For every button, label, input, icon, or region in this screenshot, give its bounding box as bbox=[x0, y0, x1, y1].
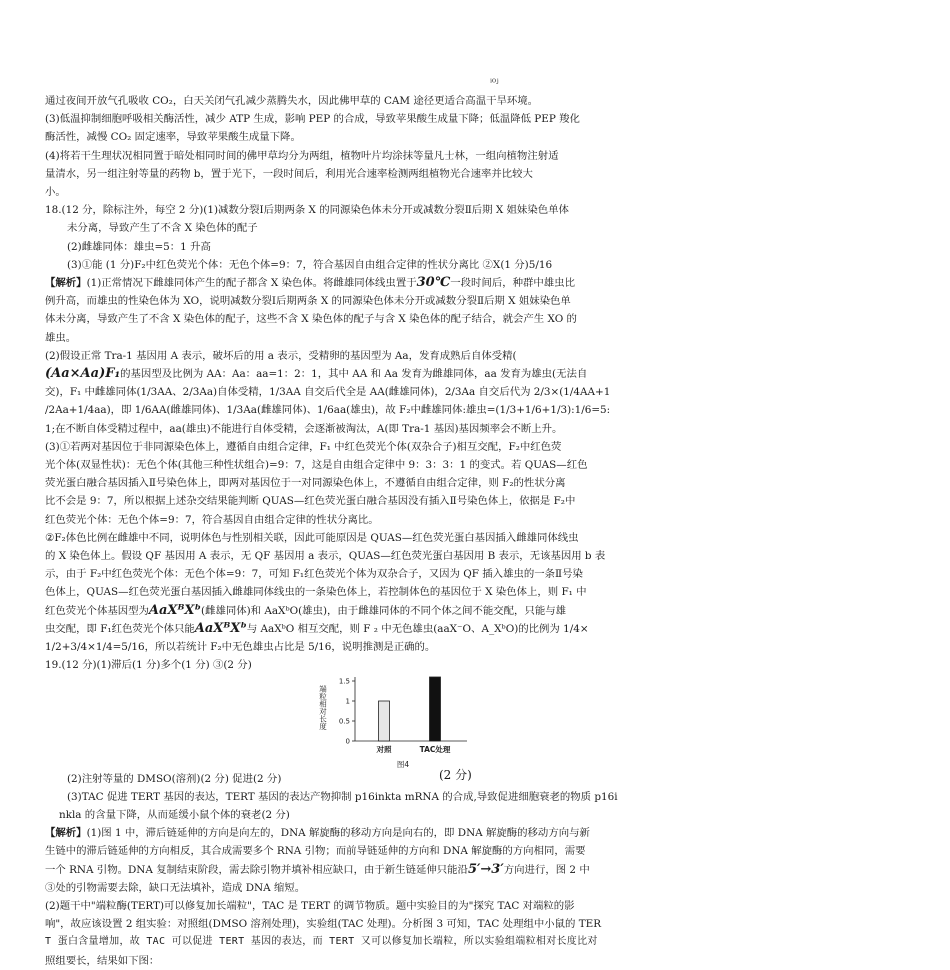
text-line: 生链中的滞后链延伸的方向相反，其合成需要多个 RNA 引物；而前导链延伸的方向和 DNA 解旋酶的方向相同，需要 bbox=[45, 845, 586, 858]
text-line: 量清水，另一组注射等量的药物 b，置于光下，一段时间后，利用光合速率检测两组植物光合速率并比较大 bbox=[45, 167, 533, 180]
text-line: 荧光蛋白融合基因插入Ⅱ号染色体上，即两对基因位于一对同源染色体上，不遵循自由组合定律，则 F₂的性状分离 bbox=[45, 477, 566, 490]
cut-off-fragment: ⁱ⁰ʲ bbox=[490, 78, 499, 89]
text-line: 体未分离，导致产生了不含 X 染色体的配子，这些不含 X 染色体的配子与含 X 染色体的配子结合，就会产生 XO 的 bbox=[45, 313, 577, 326]
analysis-paragraph bbox=[45, 274, 897, 292]
y-axis-label: 端粒相对长度 bbox=[318, 684, 328, 730]
text-line: 红色荧光个体：无色个体=9：7，符合基因自由组合定律的性状分离比。 bbox=[45, 513, 379, 526]
figure-score: (2 分) bbox=[439, 767, 472, 782]
text-segment: 虫交配，即 F₁红色荧光个体只能 bbox=[45, 622, 195, 635]
text-line-with-formula bbox=[45, 365, 897, 383]
text-line-with-formula bbox=[45, 620, 897, 638]
text-line: (3)TAC 促进 TERT 基因的表达，TERT 基因的表达产物抑制 p16inkta mRNA 的合成,导致促进细胞衰老的物质 p16i bbox=[67, 790, 618, 803]
text-line: /2Aa+1/4aa)，即 1/6AA(雌雄同体)、1/3Aa(雌雄同体)、1/6aa(雄虫)，故 F₂中雌雄同体:雄虫=(1/3+1/6+1/3):1/6=5: bbox=[45, 404, 611, 417]
text-line: ③处的引物需要去除，缺口无法填补，造成 DNA 缩短。 bbox=[45, 881, 306, 894]
y-tick-label: 1 bbox=[345, 697, 350, 705]
text-line: (2)雌雄同体：雄虫=5：1 升高 bbox=[67, 240, 211, 253]
text-segment: (1)正常情况下雌雄同体产生的配子都含 X 染色体。将雌雄同体线虫置于 bbox=[86, 277, 417, 290]
bar-control bbox=[379, 701, 390, 741]
text-segment: 一个 RNA 引物。DNA 复制结束阶段，需去除引物并填补相应缺口，由于新生链延伸只能沿 bbox=[45, 863, 468, 876]
text-line: T 蛋白含量增加，故 TAC 可以促进 TERT 基因的表达，而 TERT 又可以修复加长端粒，所以实验组端粒相对长度比对 bbox=[45, 936, 598, 948]
text-line-with-formula bbox=[45, 861, 897, 879]
text-line: 小。 bbox=[45, 186, 66, 199]
x-category-label: TAC处理 bbox=[419, 744, 451, 754]
text-line: (2)假设正常 Tra-1 基因用 A 表示，破坏后的用 a 表示，受精卵的基因型为 Aa，发育成熟后自体受精( bbox=[45, 349, 517, 362]
answer-document bbox=[45, 92, 897, 970]
text-line: (3)①能 (1 分)F₂中红色荧光个体：无色个体=9：7，符合基因自由组合定律的性状分离比 ②X(1 分)5/16 bbox=[67, 258, 553, 271]
text-line: 照组要长，结果如下图： bbox=[45, 954, 160, 967]
text-line: 的 X 染色体上。假设 QF 基因用 A 表示，无 QF 基因用 a 表示，QUAS—红色荧光蛋白基因用 B 表示，无该基因用 b 表 bbox=[45, 550, 606, 563]
analysis-label: 【解析】 bbox=[45, 827, 87, 840]
x-category-label: 对照 bbox=[376, 744, 392, 754]
text-line: 通过夜间开放气孔吸收 CO₂，白天关闭气孔减少蒸腾失水，因此佛甲草的 CAM 途径更适合高温干旱环境。 bbox=[45, 95, 539, 107]
y-tick-label: 0.5 bbox=[338, 717, 350, 725]
genotype-formula: AaXᴮXᵇ bbox=[148, 602, 201, 618]
text-line: 1;在不断自体受精过程中，aa(雄虫)不能进行自体受精，会逐渐被淘汰，A(即 Tra-1 基因)基因频率会不断上升。 bbox=[45, 422, 563, 435]
text-line: 例升高，而雄虫的性染色体为 XO，说明减数分裂Ⅰ后期两条 X 的同源染色体未分开或减数分裂Ⅱ后期 X 姐妹染色单 bbox=[45, 295, 571, 308]
y-tick-label: 0 bbox=[345, 737, 350, 745]
text-line: 响"，故应该设置 2 组实验：对照组(DMSO 溶剂处理)，实验组(TAC 处理)。分析图 3 可知，TAC 处理组中小鼠的 TER bbox=[45, 918, 602, 931]
question-18-answer: 18.(12 分，除标注外，每空 2 分)(1)减数分裂Ⅰ后期两条 X 的同源染色体未分开或减数分裂Ⅱ后期 X 姐妹染色单体 bbox=[45, 204, 569, 217]
figure-4 bbox=[45, 675, 897, 770]
temperature-formula: 30℃ bbox=[416, 275, 451, 291]
text-line: (3)低温抑制细胞呼吸相关酶活性，减少 ATP 生成，影响 PEP 的合成，导致苹果酸生成量下降；低温降低 PEP 羧化 bbox=[45, 113, 580, 126]
q19-part2 bbox=[45, 767, 897, 788]
text-line: 色体上，QUAS—红色荧光蛋白基因插入雌雄同体线虫的一条染色体上，若控制体色的基因位于 X 染色体上，则 F₁ 中 bbox=[45, 586, 587, 599]
text-line: (2)题干中"端粒酶(TERT)可以修复加长端粒"，TAC 是 TERT 的调节物质。题中实验目的为"探究 TAC 对端粒的影 bbox=[45, 899, 575, 912]
analysis-paragraph bbox=[45, 824, 897, 842]
text-line: 光个体(双显性状)：无色个体(其他三种性状组合)=9：7，这是自由组合定律中 9：3：3：1 的变式。若 QUAS—红色 bbox=[45, 459, 588, 472]
text-line: (3)①若两对基因位于非同源染色体上，遵循自由组合定律，F₁ 中红色荧光个体(双杂合子)相互交配，F₂中红色荧 bbox=[45, 440, 562, 453]
text-line: nkla 的含量下降，从而延缓小鼠个体的衰老(2 分) bbox=[59, 808, 290, 821]
text-line: 雄虫。 bbox=[45, 331, 77, 344]
text-line: 1/2+3/4×1/4=5/16，所以若统计 F₂中无色雄虫占比是 5/16，说明推测是正确的。 bbox=[45, 641, 436, 654]
text-segment: 与 AaXᵇO 相互交配，则 F ₂ 中无色雄虫(aaX⁻O、A_XᵇO)的比例为 1/4× bbox=[246, 622, 589, 635]
text-line-with-formula bbox=[45, 602, 897, 620]
analysis-label: 【解析】 bbox=[45, 277, 87, 290]
bar-tac bbox=[430, 677, 441, 741]
text-segment: (1)图 1 中，滞后链延伸的方向是向左的，DNA 解旋酶的移动方向是向右的，即 DNA 解旋酶的移动方向与新 bbox=[86, 827, 590, 840]
text-line: 比不会是 9：7，所以根据上述杂交结果能判断 QUAS—红色荧光蛋白融合基因没有插入Ⅱ号染色体上，依据是 F₂中 bbox=[45, 495, 576, 508]
text-line: 酶活性，减慢 CO₂ 固定速率，导致苹果酸生成量下降。 bbox=[45, 131, 301, 144]
genotype-formula: AaXᴮXᵇ bbox=[194, 620, 247, 636]
cross-formula: (Aa×Aa) bbox=[45, 366, 106, 382]
text-segment: 方向进行，图 2 中 bbox=[503, 863, 590, 876]
text-line: 未分离，导致产生了不含 X 染色体的配子 bbox=[67, 222, 258, 235]
bar-chart bbox=[317, 671, 477, 771]
direction-formula: 5′→3′ bbox=[467, 861, 504, 877]
text-line: (2)注射等量的 DMSO(溶剂)(2 分) 促进(2 分) bbox=[67, 772, 282, 785]
text-line: 示，由于 F₂中红色荧光个体：无色个体=9：7，可知 F₁红色荧光个体为双杂合子，又因为 QF 插入雄虫的一条Ⅱ号染 bbox=[45, 568, 583, 581]
text-segment: 一段时间后，种群中雄虫比 bbox=[450, 277, 575, 290]
text-segment: 红色荧光个体基因型为 bbox=[45, 604, 149, 617]
y-tick-label: 1.5 bbox=[338, 677, 350, 685]
text-segment: (雌雄同体)和 AaXᵇO(雄虫)，由于雌雄同体的不同个体之间不能交配，只能与雄 bbox=[201, 604, 567, 617]
text-line: (4)将若干生理状况相同置于暗处相同时间的佛甲草均分为两组，植物叶片均涂抹等量凡士林，一组向植物注射适 bbox=[45, 149, 559, 162]
text-segment: 的基因型及比例为 AA：Aa：aa=1：2：1，其中 AA 和 Aa 发育为雌雄同体，aa 发育为雄虫(无法自 bbox=[120, 368, 588, 381]
f1-formula: F₁ bbox=[105, 366, 121, 382]
text-line: ②F₂体色比例在雌雄中不同，说明体色与性别相关联，因此可能原因是 QUAS—红色荧光蛋白基因插入雌雄同体线虫 bbox=[45, 531, 579, 544]
question-19-answer: 19.(12 分)(1)滞后(1 分)多个(1 分) ③(2 分) bbox=[45, 659, 252, 672]
text-line: 交)，F₁ 中雌雄同体(1/3AA、2/3Aa)自体受精，1/3AA 自交后代全是 AA(雌雄同体)，2/3Aa 自交后代为 2/3×(1/4AA+1 bbox=[45, 386, 611, 399]
figure-caption: 图4 bbox=[396, 759, 410, 769]
